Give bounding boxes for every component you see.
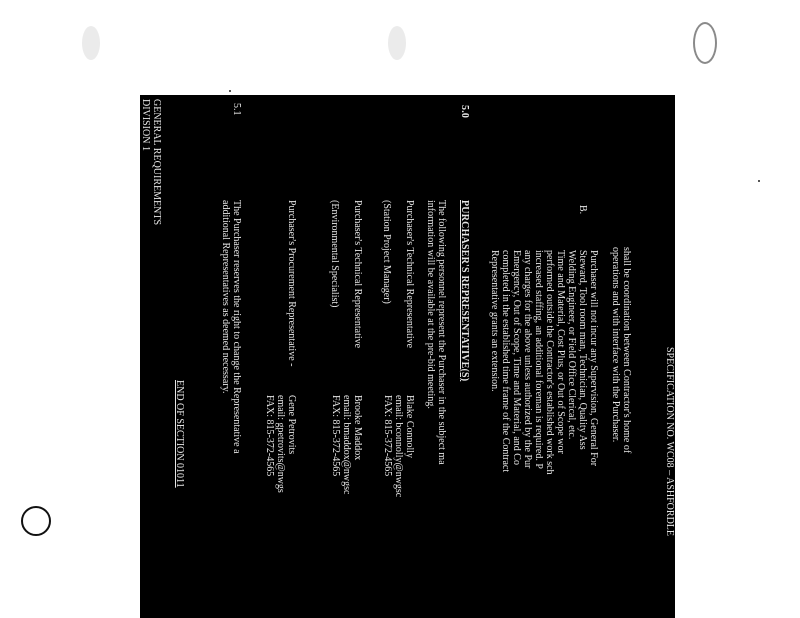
rep-role: Purchaser's Technical Representative: [404, 200, 415, 349]
intro-line: operations and with interface with the Purchaser.: [610, 247, 621, 443]
item-b-line: Steward, Tool room man, Technician, Quality Ass: [577, 250, 588, 450]
section-number: 5.1: [231, 103, 242, 116]
item-b-line: Representative grants an extension.: [489, 250, 500, 392]
spec-number: SPECIFICATION NO. WC08 – ASHFORDLE: [664, 347, 675, 537]
rep-name: Brooke Maddox: [352, 395, 363, 461]
rep-name: Blake Connolly: [404, 395, 415, 459]
division-label: DIVISION 1: [140, 99, 151, 151]
item-b-line: increased staffing, an additional foreman is required. P: [533, 250, 544, 469]
rep-role-sub: (Environmental Specialist): [329, 200, 340, 308]
item-b-line: Welding Engineer, or Field Office Clerical, etc.: [566, 250, 577, 440]
rep-email: email: bconnolly@nwgsc: [393, 395, 404, 498]
end-of-section: END OF SECTION 01011: [174, 380, 185, 488]
rep-role: Purchaser's Technical Representative: [352, 200, 363, 349]
rep-fax: FAX: 815-372-4565: [330, 395, 341, 477]
rep-fax: FAX: 815-372-4565: [382, 395, 393, 477]
division-title: GENERAL REQUIREMENTS: [151, 99, 162, 226]
scanned-page: [140, 95, 675, 618]
rep-email: email: bmaddox@nwgsc: [341, 395, 352, 495]
section-intro-line: information will be available at the pre-bid meeting.: [425, 200, 436, 409]
item-b-line: Emergency, Out of Scope, Time and Material, and Co: [511, 250, 522, 465]
section-intro-line: The following personnel represent the Purchaser in the subject ma: [436, 200, 447, 465]
rep-name: Gene Petrovits: [286, 395, 297, 455]
item-b-line: performed outside the Contractor's established work sch: [544, 250, 555, 475]
item-b-line: any charges for the above unless authorized by the Pur: [522, 250, 533, 469]
hole-punch-bottom: [21, 506, 51, 536]
rep-fax: FAX: 815-372-4565: [264, 395, 275, 477]
hole-punch-right: [693, 22, 717, 64]
item-b-line: Time and Material, Cost Plus, or Out of Scope wor: [555, 250, 566, 454]
hole-punch-center: [388, 26, 406, 60]
section-5-1-line: The Purchaser reserves the right to change the Representative a: [231, 200, 242, 454]
rep-role-sub: (Station Project Manager): [381, 200, 392, 304]
section-5-1-line: additional Representatives as deemed necessary.: [220, 200, 231, 394]
section-number: 5.0: [459, 105, 470, 119]
hole-punch-left: [82, 26, 100, 60]
intro-line: shall be coordination between Contractor's home of: [621, 247, 632, 454]
scan-speck: [758, 180, 760, 182]
document-body: [140, 95, 675, 618]
section-title: PURCHASER'S REPRESENTATIVE(S): [459, 200, 470, 382]
rep-email: email: gpetrovits@nwgs: [275, 395, 286, 493]
item-b-letter: B.: [577, 205, 588, 215]
rep-role: Purchaser's Procurement Representative -: [286, 200, 297, 367]
scan-speck: [229, 90, 231, 92]
item-b-line: Purchaser will not incur any Supervision, General For: [588, 250, 599, 467]
item-b-line: completed in the established time frame of the Contract: [500, 250, 511, 473]
